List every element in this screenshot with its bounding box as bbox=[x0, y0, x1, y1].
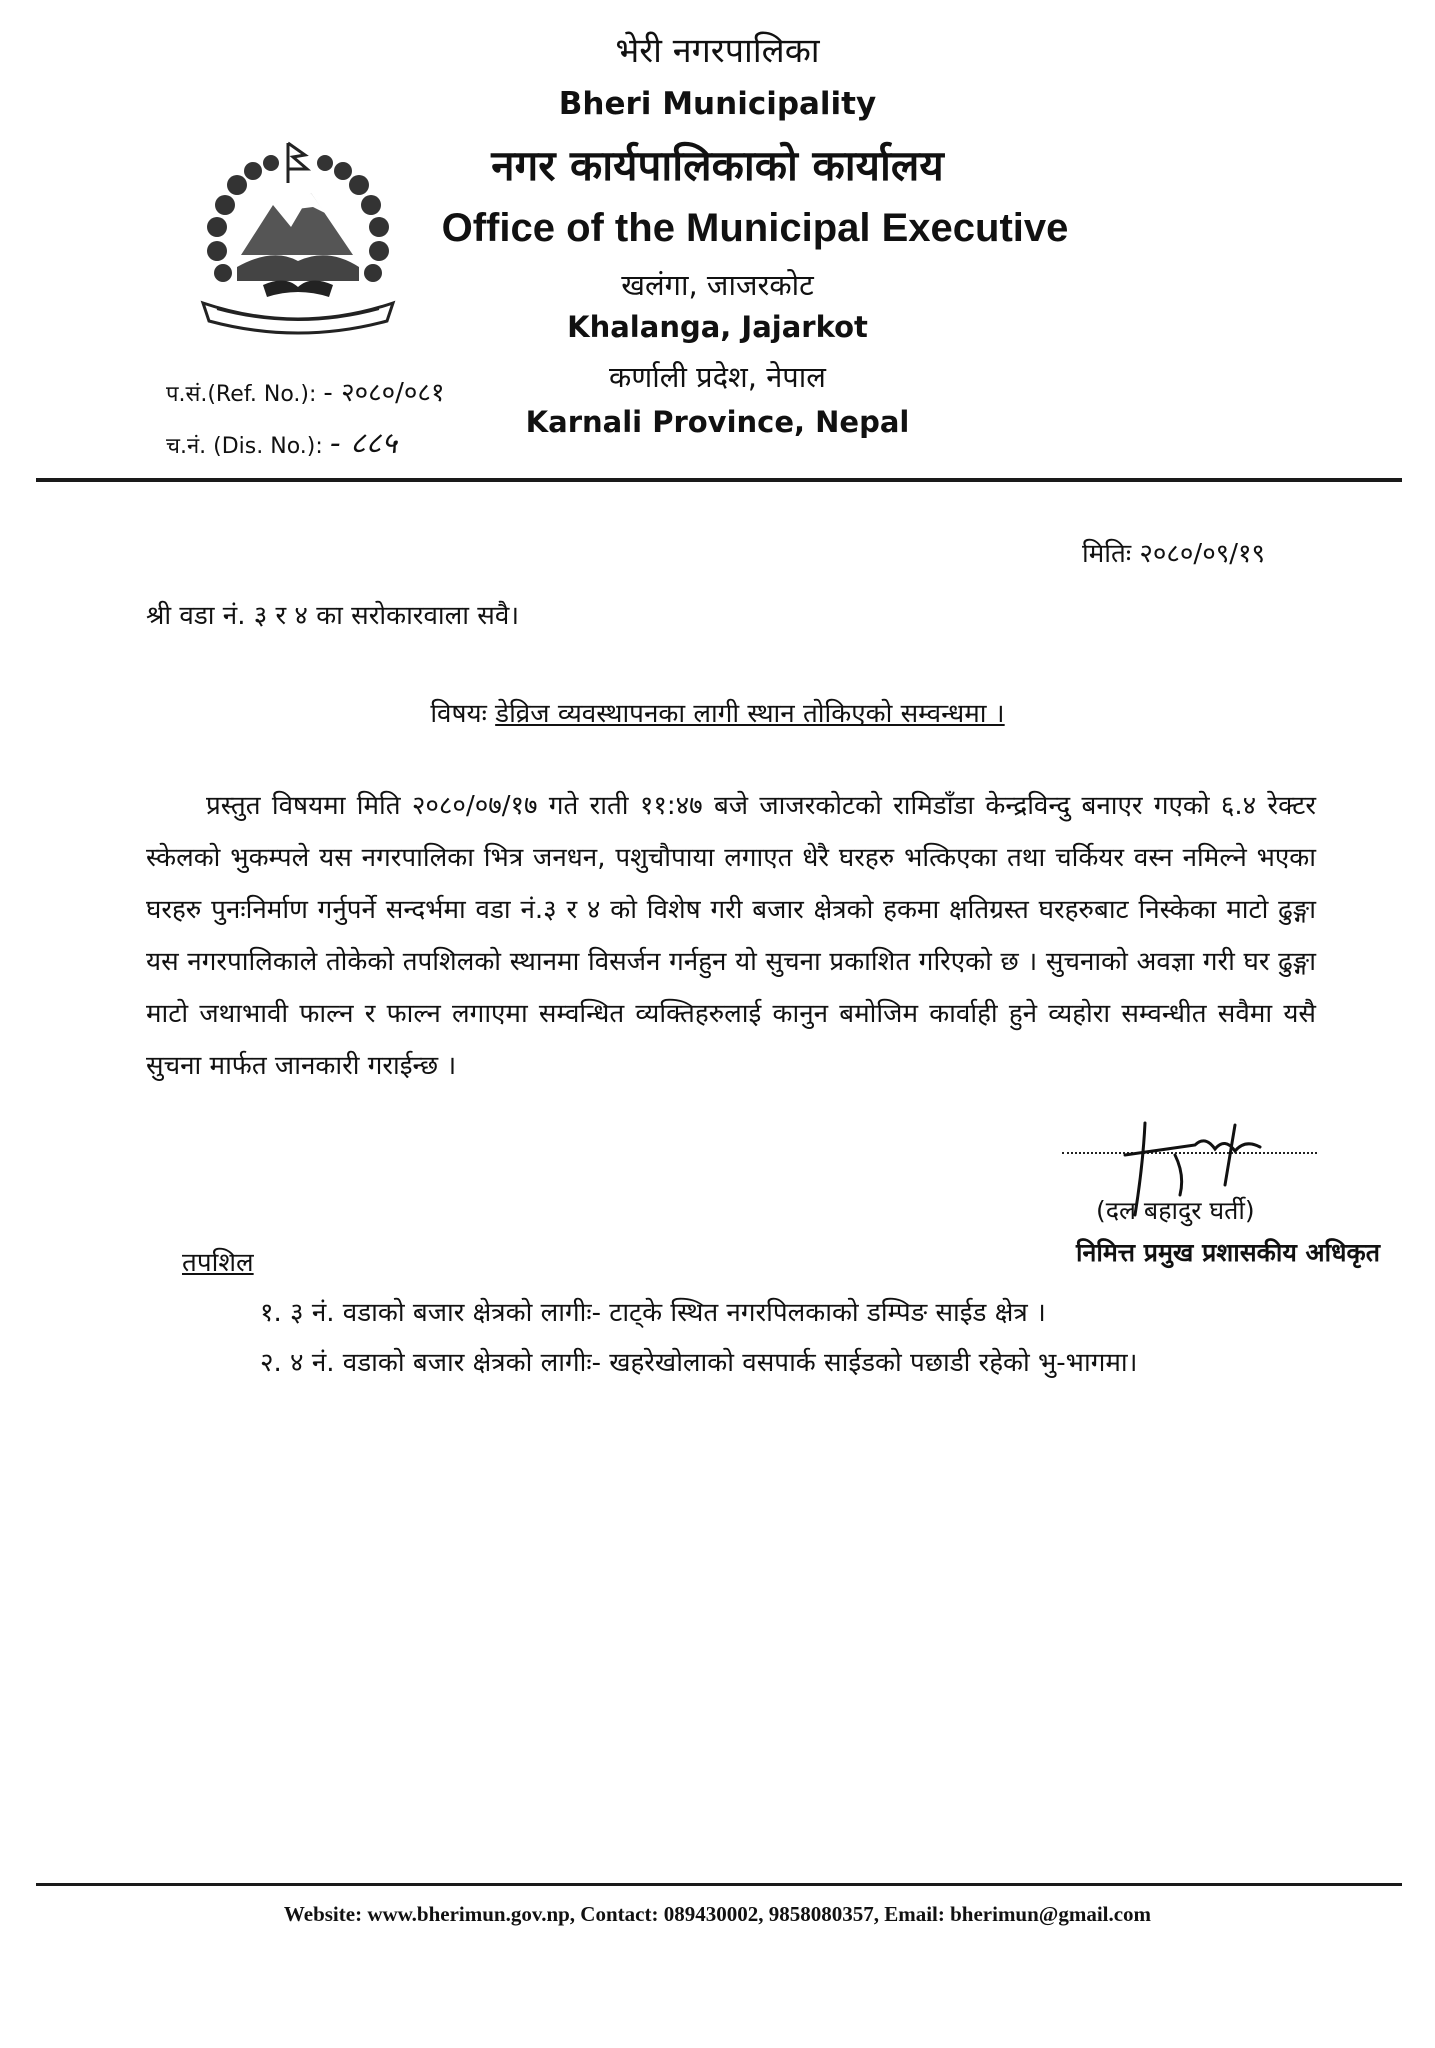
nepal-emblem-icon bbox=[193, 135, 403, 335]
office-name-nepali: नगर कार्यपालिकाको कार्यालय bbox=[491, 141, 944, 190]
municipality-name-nepali: भेरी नगरपालिका bbox=[615, 31, 820, 71]
province-english: Karnali Province, Nepal bbox=[525, 405, 910, 439]
signatory-title: निमित्त प्रमुख प्रशासकीय अधिकृत bbox=[1076, 1238, 1380, 1267]
province-nepali: कर्णाली प्रदेश, नेपाल bbox=[609, 360, 826, 394]
location-nepali: खलंगा, जाजरकोट bbox=[621, 268, 814, 302]
footer-contact: Website: www.bherimun.gov.np, Contact: 089430002, 9858080357, Email: bherimun@gmail.com bbox=[283, 1902, 1152, 1926]
reference-number bbox=[166, 373, 444, 409]
header-divider bbox=[36, 478, 1402, 482]
office-name-english: Office of the Municipal Executive bbox=[441, 206, 1069, 250]
schedule-list bbox=[260, 1288, 1137, 1388]
schedule-item: २. ४ नं. वडाको बजार क्षेत्रको लागीः- खहरेखोलाको वसपार्क साईडको पछाडी रहेको भु-भागमा। bbox=[260, 1348, 1138, 1378]
subject-text: डेव्रिज व्यवस्थापनका लागी स्थान तोकिएको सम्वन्धमा । bbox=[495, 699, 1005, 729]
subject-label: विषयः bbox=[430, 699, 487, 729]
letter-addressee: श्री वडा नं. ३ र ४ का सरोकारवाला सवै। bbox=[146, 601, 520, 631]
letter-date: मितिः २०८०/०९/१९ bbox=[1082, 539, 1266, 569]
ref-label: प.सं.(Ref. No.): bbox=[166, 382, 317, 407]
municipality-name-english: Bheri Municipality bbox=[558, 86, 877, 122]
dis-value: - ८८५ bbox=[329, 426, 397, 461]
footer-divider bbox=[36, 1883, 1402, 1886]
dispatch-number bbox=[166, 421, 397, 462]
dis-label: च.नं. (Dis. No.): bbox=[166, 434, 323, 459]
ref-value: - २०८०/०८१ bbox=[323, 378, 445, 408]
letter-body: प्रस्तुत विषयमा मिति २०८०/०७/१७ गते राती ११:४७ बजे जाजरकोटको रामिडाँडा केन्द्रविन्दु बनाएर गएको ६.४ रेक्टर स्केलको भुकम्पले यस नगरपालिका भित्र जनधन, पशुचौपाया लगाएत धेरै घरहरु भत्किएका तथा चर्कियर वस्न नमिल्ने भएका घरहरु पुनःनिर्माण गर्नुपर्ने सन्दर्भमा वडा नं.३ र ४ को विशेष गरी बजार क्षेत्रको हकमा क्षतिग्रस्त घरहरुबाट निस्केका माटो ढुङ्गा यस नगरपालिकाले तोकेको तपशिलको स्थानमा विसर्जन गर्नहुन यो सुचना प्रकाशित गरिएको छ । सुचनाको अवज्ञा गरी घर ढुङ्गा माटो जथाभावी फाल्न र फाल्न लगाएमा सम्वन्धित व्यक्तिहरुलाई कानुन बमोजिम कार्वाही हुने व्यहोरा सम्वन्धीत सवैमा यसै सुचना मार्फत जानकारी गराईन्छ । bbox=[146, 791, 1316, 1081]
letter-subject bbox=[0, 694, 1435, 730]
schedule-heading: तपशिल bbox=[182, 1248, 254, 1278]
signatory-name: (दल बहादुर घर्ती) bbox=[1096, 1196, 1255, 1225]
schedule-item: १. ३ नं. वडाको बजार क्षेत्रको लागीः- टाट्के स्थित नगरपिलकाको डम्पिङ साईड क्षेत्र । bbox=[260, 1298, 1046, 1328]
location-english: Khalanga, Jajarkot bbox=[567, 310, 868, 344]
